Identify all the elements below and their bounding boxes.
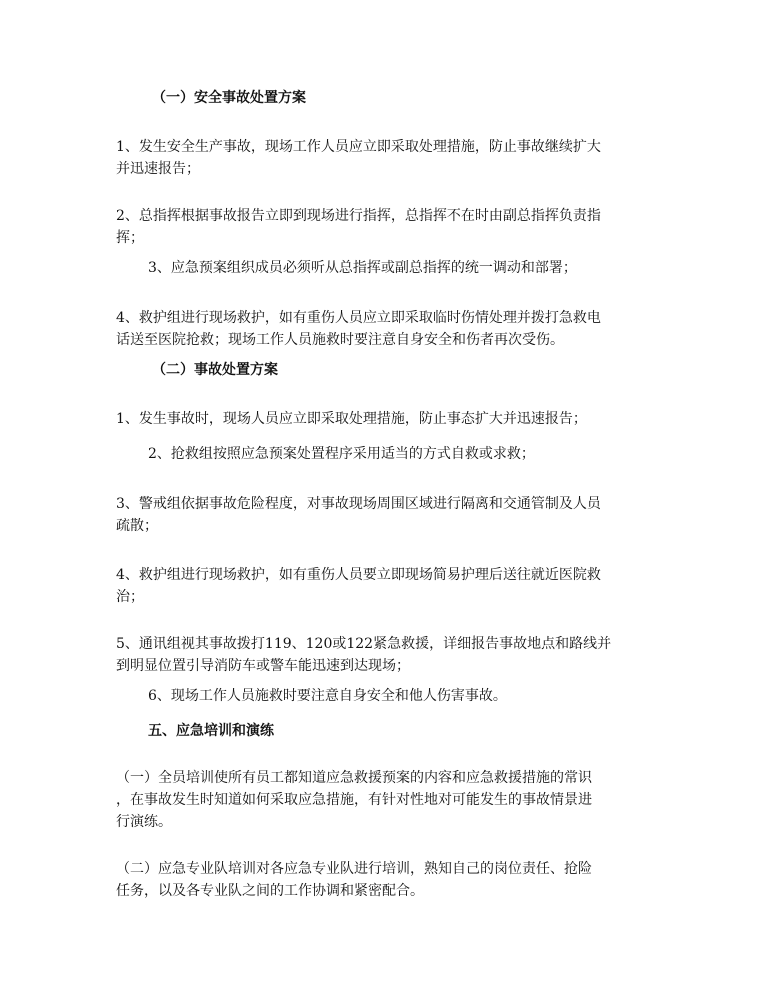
paragraph-line: 5、通讯组视其事故拨打119、120或122紧急救援，详细报告事故地点和路线并 [116, 636, 612, 652]
paragraph-accident-4 [116, 564, 656, 608]
paragraph-safety-1 [116, 136, 656, 180]
paragraph-line: ，在事故发生时知道如何采取应急措施，有针对性地对可能发生的事故情景进 [116, 792, 592, 808]
paragraph-training-1 [116, 767, 656, 833]
paragraph-line: 挥； [116, 230, 144, 246]
paragraph-safety-3: 3、应急预案组织成员必须听从总指挥或副总指挥的统一调动和部署； [148, 260, 577, 276]
paragraph-line: 1、发生安全生产事故，现场工作人员应立即采取处理措施，防止事故继续扩大 [116, 139, 601, 155]
paragraph-accident-5 [116, 633, 656, 677]
paragraph-line: 治； [116, 589, 144, 605]
paragraph-line: 4、救护组进行现场救护，如有重伤人员要立即现场简易护理后送往就近医院救 [116, 567, 601, 583]
paragraph-line: 话送至医院抢救；现场工作人员施救时要注意自身安全和伤者再次受伤。 [116, 332, 564, 348]
paragraph-line: 2、总指挥根据事故报告立即到现场进行指挥，总指挥不在时由副总指挥负责指 [116, 208, 601, 224]
paragraph-line: 到明显位置引导消防车或警车能迅速到达现场； [116, 658, 410, 674]
section-heading-accident: （二）事故处置方案 [152, 362, 278, 378]
paragraph-training-2 [116, 858, 656, 902]
paragraph-line: 3、警戒组依据事故危险程度，对事故现场周围区域进行隔离和交通管制及人员 [116, 496, 601, 512]
paragraph-line: 4、救护组进行现场救护，如有重伤人员应立即采取临时伤情处理并拨打急救电 [116, 310, 601, 326]
paragraph-line: 行演练。 [116, 814, 172, 830]
section-heading-safety: （一）安全事故处置方案 [152, 90, 306, 106]
paragraph-accident-1: 1、发生事故时，现场人员应立即采取处理措施，防止事态扩大并迅速报告； [116, 411, 587, 427]
paragraph-accident-2: 2、抢救组按照应急预案处置程序采用适当的方式自救或求救； [148, 446, 535, 462]
paragraph-line: （一）全员培训使所有员工都知道应急救援预案的内容和应急救援措施的常识 [116, 770, 592, 786]
paragraph-safety-2 [116, 205, 656, 249]
paragraph-safety-4 [116, 307, 656, 351]
paragraph-line: （二）应急专业队培训对各应急专业队进行培训，熟知自己的岗位责任、抢险 [116, 861, 592, 877]
paragraph-line: 并迅速报告； [116, 161, 200, 177]
section-heading-training: 五、应急培训和演练 [148, 723, 274, 739]
paragraph-line: 任务，以及各专业队之间的工作协调和紧密配合。 [116, 883, 424, 899]
paragraph-accident-3 [116, 493, 656, 537]
paragraph-accident-6: 6、现场工作人员施救时要注意自身安全和他人伤害事故。 [148, 688, 507, 704]
paragraph-line: 疏散； [116, 518, 158, 534]
